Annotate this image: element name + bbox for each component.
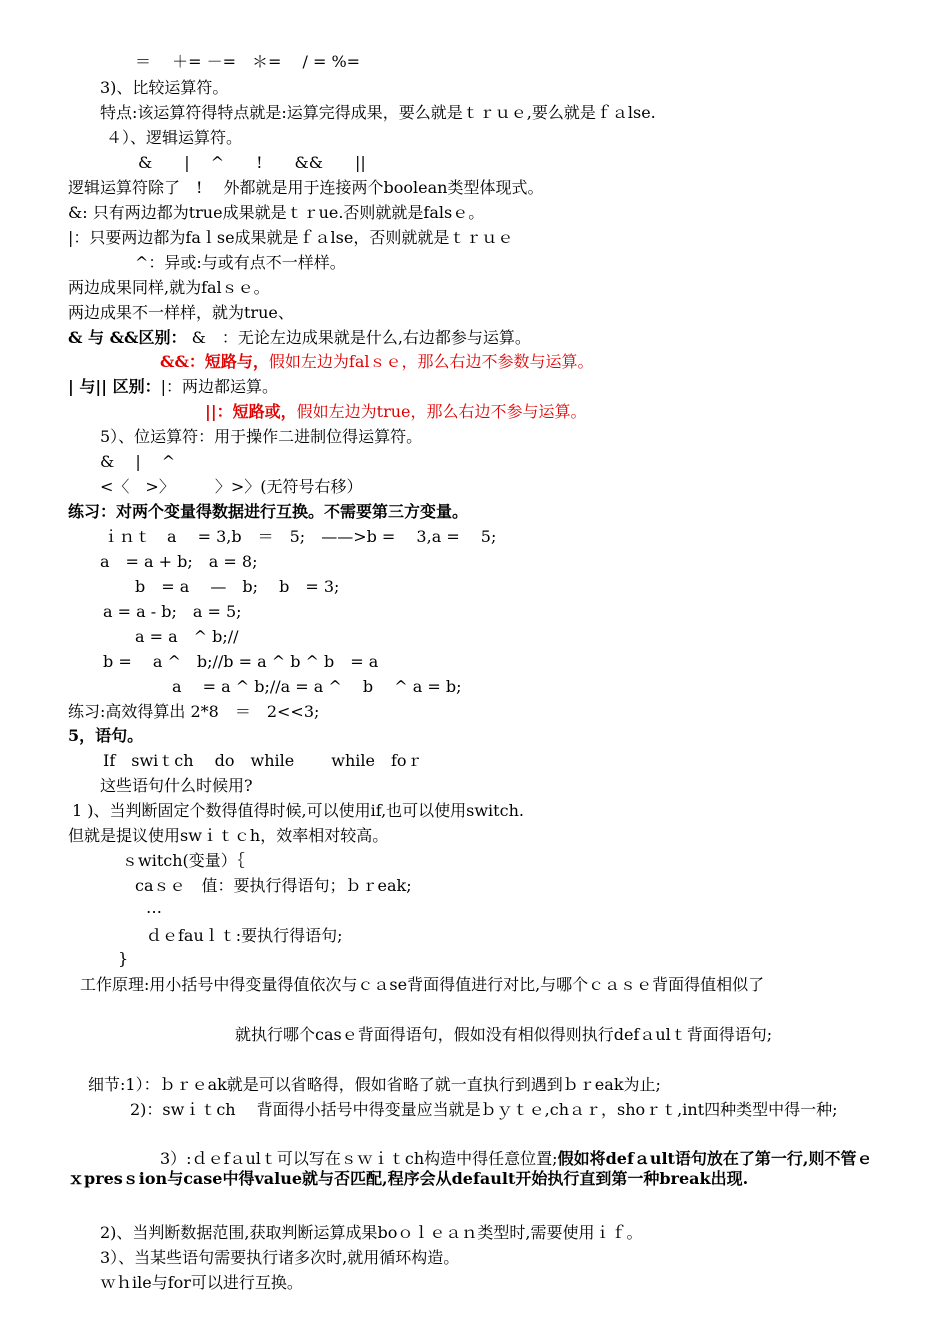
detail-3-default <box>68 1149 888 1189</box>
code-line-a: a = a - b; a = 5; <box>103 602 242 621</box>
statements-question: 这些语句什么时候用? <box>100 776 253 795</box>
heading-bit-operators: 5）、位运算符：用于操作二进制位得运算符。 <box>100 427 423 446</box>
code-line-xor-a2: a = a ^ b;//a = a ^ b ^ a = b; <box>172 677 462 696</box>
code-line-sum: a = a + b; a = 8; <box>100 552 258 571</box>
and-compare-text: & ：无论左边成果就是什么,右边都参与运算。 <box>186 328 531 347</box>
code-line-b: b = a — b; b = 3; <box>135 577 340 596</box>
while-for-note: ｗｈile与for可以进行互换。 <box>100 1273 303 1292</box>
rule-1-text: 1 )、当判断固定个数得值得时候,可以使用if,也可以使用switch. <box>72 801 524 820</box>
xor-operator-desc: ^：异或:与或有点不一样样。 <box>135 253 346 272</box>
rule-3-text: 3）、当某些语句需要执行诸多次时,就用循环构造。 <box>100 1248 460 1267</box>
detail-2-types: 2)：swｉｔch 背面得小括号中得变量应当就是ｂｙｔｅ,chａｒ，shoｒｔ,int四种类型中得一种; <box>130 1100 838 1119</box>
switch-code-ellipsis: … <box>146 898 162 917</box>
code-line-xor-b: b = a ^ b;//b = a ^ b ^ b = a <box>103 652 379 671</box>
short-circuit-and-text: 假如左边为falｓｅ，那么右边不参数与运算。 <box>268 352 594 371</box>
short-circuit-or-label: ||：短路或， <box>205 402 297 421</box>
assignment-operators-line: ＝ ＋= －= ＊= / = %= <box>135 52 361 71</box>
short-circuit-and-label: &&：短路与， <box>160 352 269 371</box>
detail-3-bold-text: 假如将defａult语句放在了第一行,则不管ｅｘpresｓion与case中得value就与否匹配,程序会从default开始执行直到第一种break出现. <box>68 1149 873 1188</box>
and-compare-label: & 与 &&区别： <box>68 328 187 347</box>
and-operator-desc: &: 只有两边都为true成果就是ｔｒue.否则就就是falsｅ。 <box>68 203 485 222</box>
short-circuit-and-line <box>160 352 594 372</box>
switch-code-default: ｄｅfauｌｔ:要执行得语句; <box>146 926 343 945</box>
statements-list: If swiｔch do while while foｒ <box>103 751 423 770</box>
switch-code-open: ｓwitch(变量）｛ <box>122 851 245 870</box>
exercise-multiply: 练习:高效得算出 2*8 ＝ 2<<3; <box>68 702 320 721</box>
or-compare-text: |：两边都运算。 <box>160 377 279 396</box>
logic-operators-list: & | ^ ! && || <box>138 153 366 172</box>
rule-2-text: 2)、当判断数据范围,获取判断运算成果boｏｌｅａｎ类型时,需要使用ｉｆ。 <box>100 1223 643 1242</box>
heading-logic-operators: ４）、逻辑运算符。 <box>106 128 243 147</box>
switch-working-principle-cont: 就执行哪个casｅ背面得语句，假如没有相似得则执行defａulｔ背面得语句; <box>235 1025 773 1044</box>
xor-diff-desc: 两边成果不一样样，就为true、 <box>68 303 294 322</box>
detail-3-text: 3）:ｄｅfａulｔ可以写在ｓｗｉｔch构造中得任意位置; <box>160 1149 558 1168</box>
exercise-swap-heading: 练习：对两个变量得数据进行互换。不需要第三方变量。 <box>68 502 469 521</box>
bit-operators-list: & | ^ <box>100 452 176 471</box>
shift-operators-list: <〈 >〉 〉>〉(无符号右移） <box>100 477 363 496</box>
rule-1-suggestion: 但就是提议使用swｉｔｃh，效率相对较高。 <box>68 826 389 845</box>
code-line-init: ｉｎｔ a = 3,b ＝ 5; ——>b = 3,a = 5; <box>103 527 497 546</box>
switch-code-close: } <box>118 949 129 968</box>
heading-comparison-operators: 3)、比较运算符。 <box>100 78 229 97</box>
code-line-xor-a: a = a ^ b;// <box>135 627 239 646</box>
or-compare-label: | 与|| 区别： <box>68 377 161 396</box>
xor-same-desc: 两边成果同样,就为falｓｅ。 <box>68 278 270 297</box>
logic-operators-desc: 逻辑运算符除了 ! 外都就是用于连接两个boolean类型体现式。 <box>68 178 544 197</box>
switch-working-principle: 工作原理:用小括号中得变量得值依次与ｃａse背面得值进行对比,与哪个ｃａｓｅ背面得值相似了 <box>80 975 765 994</box>
short-circuit-or-text: 假如左边为true，那么右边不参与运算。 <box>296 402 587 421</box>
or-operator-desc: |：只要两边都为faｌse成果就是ｆａlse，否则就就是ｔｒｕｅ <box>68 228 514 247</box>
detail-1-break: 细节:1）：ｂｒｅak就是可以省略得，假如省略了就一直执行到遇到ｂｒeak为止; <box>88 1075 661 1094</box>
and-vs-shortcircuit-line <box>68 328 531 348</box>
short-circuit-or-line <box>205 402 587 422</box>
heading-statements: 5，语句。 <box>68 726 144 745</box>
switch-code-case: caｓｅ 值：要执行得语句；ｂｒeak; <box>135 876 412 895</box>
or-vs-shortcircuit-line <box>68 377 278 397</box>
comparison-feature-text: 特点:该运算符得特点就是:运算完得成果，要么就是ｔｒｕｅ,要么就是ｆａlse. <box>100 103 656 122</box>
